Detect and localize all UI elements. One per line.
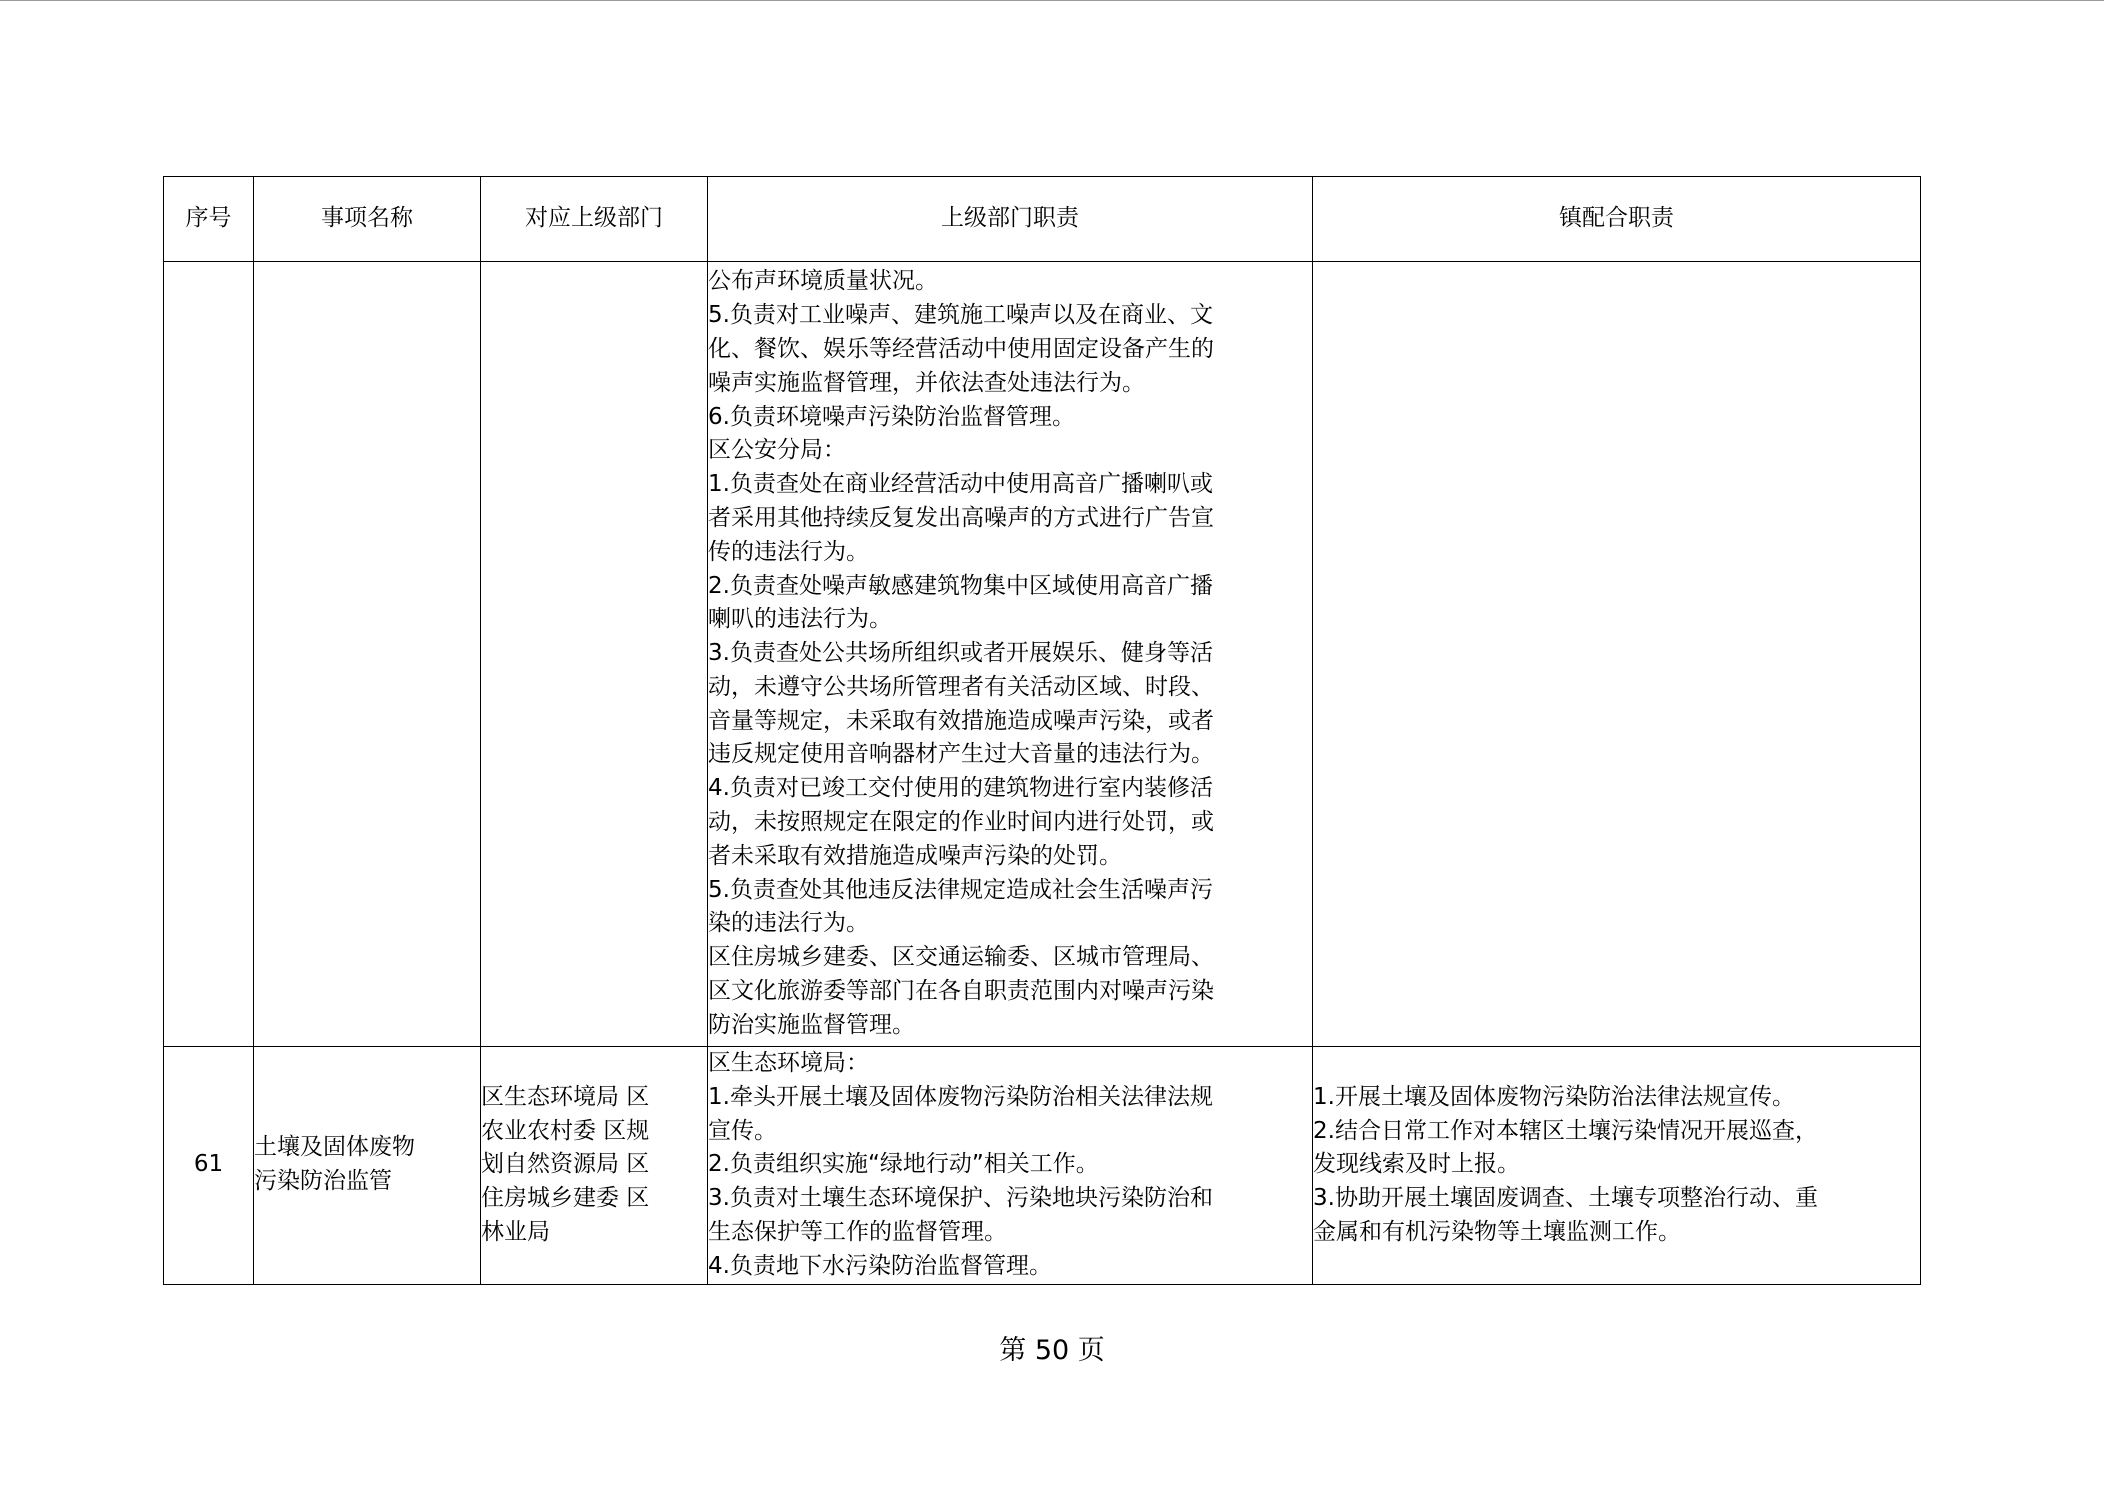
text-line: 住房城乡建委 区 [481,1185,650,1212]
text-line: 2.负责查处噪声敏感建筑物集中区域使用高音广播 [708,572,1213,599]
text-line: 划自然资源局 区 [481,1151,650,1178]
text-line: 1.开展土壤及固体废物污染防治法律法规宣传。 [1313,1083,1795,1110]
text-line: 土壤及固体废物 [254,1134,415,1161]
text-line: 3.负责查处公共场所组织或者开展娱乐、健身等活 [708,640,1213,667]
text-line: 违反规定使用音响器材产生过大音量的违法行为。 [708,741,1214,768]
text-line: 宣传。 [708,1117,777,1144]
text-line: 4.负责对已竣工交付使用的建筑物进行室内装修活 [708,775,1213,802]
cell-upper-dept [481,1047,708,1285]
table-header-row [164,177,1921,262]
cell-town-duty [1313,1047,1921,1285]
text-line: 金属和有机污染物等土壤监测工作。 [1313,1218,1681,1245]
text-line: 生态保护等工作的监督管理。 [708,1218,1007,1245]
cell-town-duty [1313,262,1921,1047]
text-line: 公布声环境质量状况。 [708,268,938,295]
header-seq: 序号 [164,177,254,262]
text-line: 防治实施监督管理。 [708,1011,915,1038]
text-line: 动，未遵守公共场所管理者有关活动区域、时段、 [708,673,1214,700]
text-line: 噪声实施监督管理，并依法查处违法行为。 [708,369,1145,396]
text-line: 区文化旅游委等部门在各自职责范围内对噪声污染 [708,978,1214,1005]
text-line: 污染防治监管 [254,1168,392,1195]
text-line: 喇叭的违法行为。 [708,606,892,633]
page-top-border [0,0,2104,1]
text-line: 林业局 [481,1218,550,1245]
text-line: 农业农村委 区规 [481,1117,650,1144]
header-upper-duty: 上级部门职责 [708,177,1313,262]
table-row [164,262,1921,1047]
cell-seq: 61 [164,1047,254,1285]
text-line: 3.协助开展土壤固废调查、土壤专项整治行动、重 [1313,1185,1818,1212]
cell-item-name [254,1047,481,1285]
cell-upper-dept [481,262,708,1047]
text-line: 区住房城乡建委、区交通运输委、区城市管理局、 [708,944,1214,971]
cell-upper-duty [708,262,1313,1047]
text-line: 1.负责查处在商业经营活动中使用高音广播喇叭或 [708,471,1213,498]
cell-item-name [254,262,481,1047]
text-line: 4.负责地下水污染防治监督管理。 [708,1252,1052,1279]
header-item-name: 事项名称 [254,177,481,262]
text-line: 1.牵头开展土壤及固体废物污染防治相关法律法规 [708,1083,1213,1110]
text-line: 动，未按照规定在限定的作业时间内进行处罚，或 [708,809,1214,836]
text-line: 区公安分局： [708,437,846,464]
text-line: 区生态环境局： [708,1050,869,1076]
text-line: 区生态环境局 区 [481,1083,650,1110]
text-line: 染的违法行为。 [708,910,869,937]
text-line: 3.负责对土壤生态环境保护、污染地块污染防治和 [708,1185,1213,1212]
page-number: 第 50 页 [999,1335,1105,1366]
table-row [164,1047,1921,1285]
header-town-duty: 镇配合职责 [1313,177,1921,262]
cell-upper-duty [708,1047,1313,1285]
text-line: 传的违法行为。 [708,538,869,565]
text-line: 2.负责组织实施“绿地行动”相关工作。 [708,1151,1099,1178]
text-line: 音量等规定，未采取有效措施造成噪声污染，或者 [708,707,1214,734]
text-line: 2.结合日常工作对本辖区土壤污染情况开展巡查， [1313,1117,1818,1144]
text-line: 6.负责环境噪声污染防治监督管理。 [708,403,1075,430]
text-line: 者未采取有效措施造成噪声污染的处罚。 [708,842,1122,869]
text-line: 5.负责对工业噪声、建筑施工噪声以及在商业、文 [708,302,1213,329]
text-line: 发现线索及时上报。 [1313,1151,1520,1178]
duty-table [163,176,1921,1285]
cell-seq [164,262,254,1047]
text-line: 化、餐饮、娱乐等经营活动中使用固定设备产生的 [708,335,1214,362]
text-line: 5.负责查处其他违反法律规定造成社会生活噪声污 [708,876,1213,903]
header-upper-dept: 对应上级部门 [481,177,708,262]
text-line: 者采用其他持续反复发出高噪声的方式进行广告宣 [708,504,1214,531]
